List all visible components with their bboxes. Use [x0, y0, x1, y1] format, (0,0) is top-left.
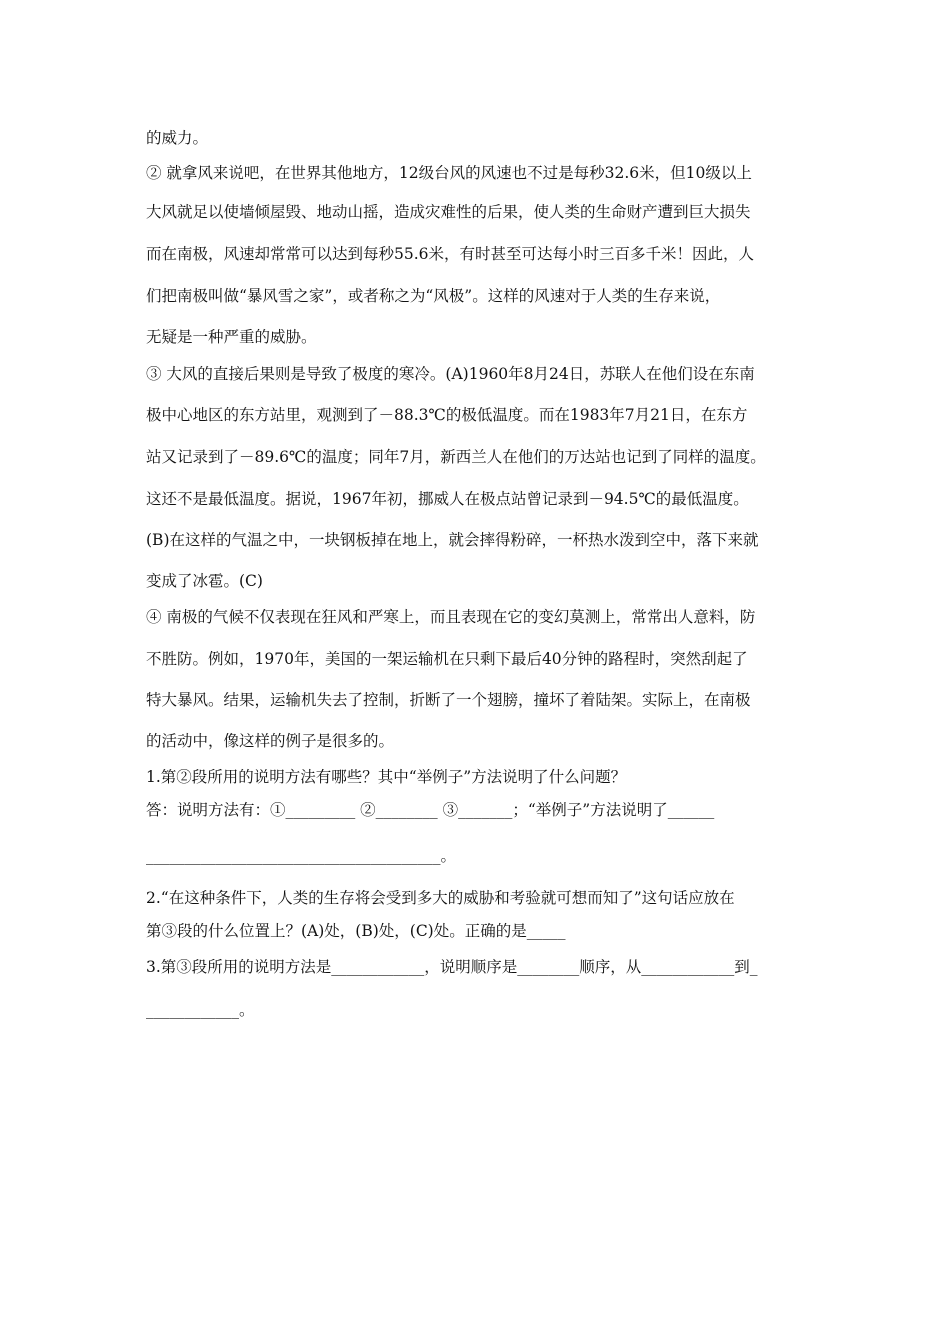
paragraph-3-line: 站又记录到了－89.6℃的温度；同年7月，新西兰人在他们的万达站也记到了同样的温度。 — [146, 448, 766, 466]
paragraph-4-line: 的活动中，像这样的例子是很多的。 — [146, 732, 395, 750]
question-2-continued: 第③段的什么位置上？(A)处，(B)处，(C)处。正确的是_____ — [146, 922, 566, 940]
paragraph-4-line: 特大暴风。结果，运输机失去了控制，折断了一个翅膀，撞坏了着陆架。实际上，在南极 — [146, 691, 751, 709]
paragraph-3-line: 变成了冰雹。(C) — [146, 572, 263, 590]
paragraph-2-line: ② 就拿风来说吧，在世界其他地方，12级台风的风速也不过是每秒32.6米，但10级以上 — [146, 164, 752, 182]
question-1-answer-blank: ______________________________________。 — [146, 847, 457, 865]
paragraph-2-line: 而在南极，风速却常常可以达到每秒55.6米，有时甚至可达每小时三百多千米！因此，人 — [146, 245, 755, 263]
paragraph-3-line: 这还不是最低温度。据说，1967年初，挪威人在极点站曾记录到－94.5℃的最低温度。 — [146, 490, 749, 508]
paragraph-4-line: 不胜防。例如，1970年，美国的一架运输机在只剩下最后40分钟的路程时，突然刮起了 — [146, 650, 748, 668]
paragraph-3-line: (B)在这样的气温之中，一块钢板掉在地上，就会摔得粉碎，一杯热水泼到空中，落下来就 — [146, 531, 759, 549]
question-1: 1.第②段所用的说明方法有哪些？其中“举例子”方法说明了什么问题？ — [146, 768, 627, 786]
paragraph-3-line: 极中心地区的东方站里，观测到了－88.3℃的极低温度。而在1983年7月21日，在东方 — [146, 406, 748, 424]
question-2: 2.“在这种条件下，人类的生存将会受到多大的威胁和考验就可想而知了”这句话应放在 — [146, 889, 735, 907]
paragraph-2-line: 们把南极叫做“暴风雪之家”，或者称之为“风极”。这样的风速对于人类的生存来说， — [146, 287, 721, 305]
question-1-answer: 答：说明方法有：①_________ ②________ ③_______；“举例子”方法说明了______ — [146, 801, 715, 819]
paragraph-3-line: ③ 大风的直接后果则是导致了极度的寒冷。(A)1960年8月24日，苏联人在他们设在东南 — [146, 365, 755, 383]
paragraph-2-line: 无疑是一种严重的威胁。 — [146, 328, 317, 346]
paragraph-2-line: 大风就足以使墙倾屋毁、地动山摇，造成灾难性的后果，使人类的生命财产遭到巨大损失 — [146, 203, 751, 221]
question-3: 3.第③段所用的说明方法是____________，说明顺序是________顺序，从____________到_ — [146, 958, 758, 976]
paragraph-4-line: ④ 南极的气候不仅表现在狂风和严寒上，而且表现在它的变幻莫测上，常常出人意料，防 — [146, 608, 756, 626]
question-3-continued: ____________。 — [146, 1001, 255, 1019]
paragraph-1-tail: 的威力。 — [146, 129, 209, 147]
